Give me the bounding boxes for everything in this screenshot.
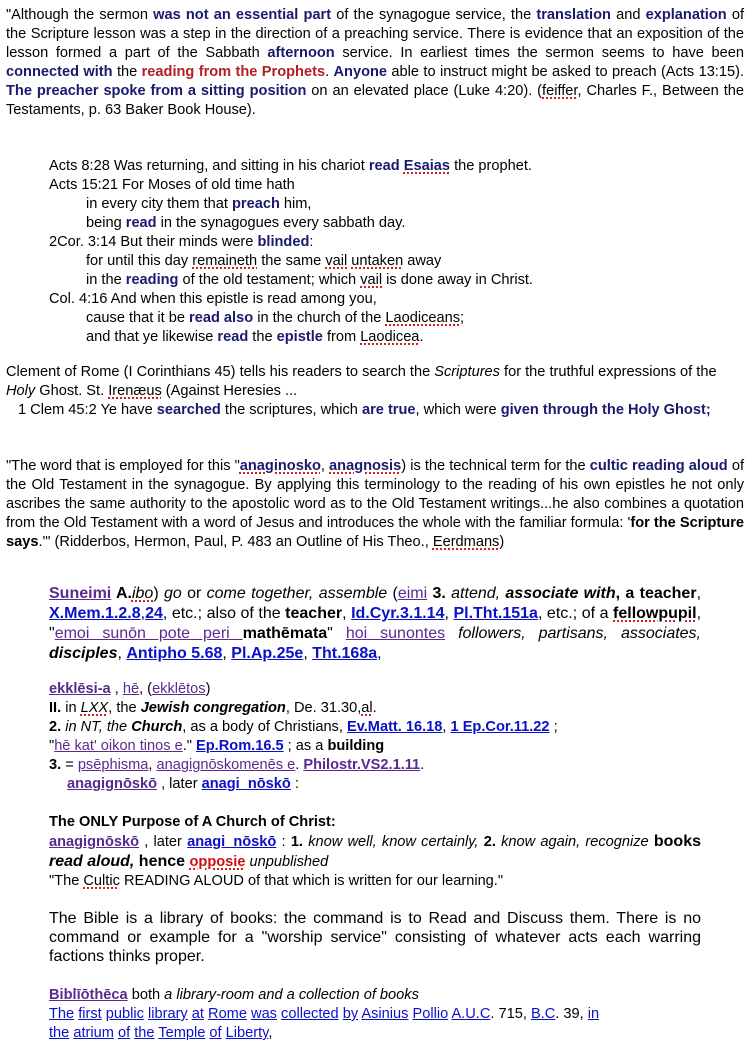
cultic-reading-line: "The Cultic READING ALOUD of that which is written for our learning."	[49, 873, 504, 889]
word-link[interactable]: Rome	[208, 1006, 247, 1022]
verse-line: in every city them that preach him,	[86, 196, 312, 212]
word-link[interactable]: was	[251, 1006, 277, 1022]
ref-link[interactable]: 1 Ep.Cor.11.22	[450, 719, 550, 735]
word-link[interactable]: Asinius	[361, 1006, 409, 1022]
anaginosko-link[interactable]: anagi_nōskō	[187, 834, 277, 850]
word-link[interactable]: at	[191, 1006, 204, 1022]
ref-link[interactable]: Philostr.VS2.1.11	[303, 757, 421, 773]
first-library-line: The first public library at Rome was collected by Asinius Pollio A.U.C. 715, B.C. 39, in	[49, 1006, 600, 1022]
word-link[interactable]: library	[148, 1006, 188, 1022]
atrium-line: the atrium of the Temple of Liberty,	[49, 1025, 273, 1041]
clement-paragraph: Clement of Rome (I Corinthians 45) tells his readers to search the Scriptures for the truthful expressions of the Holy Ghost. St. Irenæus (Against Heresies ... 1 Clem 45:2 Ye have searched the scriptures, which are true, which were given through the Holy Ghost;	[6, 364, 717, 418]
word-link[interactable]: Liberty	[225, 1025, 269, 1041]
word-link[interactable]: public	[105, 1006, 144, 1022]
purpose-definition: anagignōskō , later anagi_nōskō : 1. know well, know certainly, 2. know again, recognize books read aloud, hence opposie unpublished	[49, 833, 701, 870]
verse-line: in the reading of the old testament; which vail is done away in Christ.	[86, 272, 533, 288]
purpose-heading: The ONLY Purpose of A Church of Christ:	[49, 814, 336, 830]
verse-line: cause that it be read also in the church of the Laodiceans;	[86, 310, 465, 326]
ref-link[interactable]: Id.Cyr.3.1.14	[351, 605, 445, 622]
verse-line: and that ye likewise read the epistle from Laodicea.	[86, 329, 424, 345]
verse-col-4-16: Col. 4:16 And when this epistle is read among you,	[49, 291, 377, 307]
he-link[interactable]: hē	[122, 681, 140, 697]
word-link[interactable]: Temple	[158, 1025, 206, 1041]
ref-link[interactable]: X.Mem.1.2.8	[49, 605, 141, 622]
word-link[interactable]: collected	[281, 1006, 339, 1022]
word-link[interactable]: in	[587, 1006, 600, 1022]
ekklesia-sense-2-cont: "hē kat' oikon tinos e." Ep.Rom.16.5 ; as a building	[49, 738, 385, 754]
anaginosko-paragraph: "The word that is employed for this "anaginosko, anagnosis) is the technical term for the cultic reading aloud of the Old Testament in the synagogue. By applying this terminology to the reading of his own epistles he not only ascribes the same authority to the apostolic word as to the Old Testament writings...he also combines a quotation from the Old Testament with a word of Jesus and introduces the whole with the familiar formula: 'for the Scripture says.'" (Ridderbos, Hermon, Paul, P. 483 an Outline of His Theo., Eerdmans)	[6, 458, 744, 550]
word-link[interactable]: the	[49, 1025, 70, 1041]
word-link[interactable]: of	[117, 1025, 131, 1041]
ref-link[interactable]: Antipho 5.68	[126, 645, 223, 662]
sermon-quote-paragraph: "Although the sermon was not an essential part of the synagogue service, the translation and explanation of the Scripture lesson was a step in the direction of a preaching service. There is evidence that an exposition of the lesson formed a part of the Sabbath afternoon service. In earliest times the sermon seems to have been connected with the reading from the Prophets. Anyone able to instruct might be asked to preach (Acts 13:15). The preacher spoke from a sitting position on an elevated place (Luke 4:20). (feiffer, Charles F., Between the Testaments, p. 63 Baker Book House).	[6, 7, 745, 118]
word-link[interactable]: of	[209, 1025, 222, 1041]
ekkletos-link[interactable]: ekklētos	[152, 681, 206, 697]
church-purpose-section	[49, 813, 701, 891]
ekklesia-sense-2: 2. in NT, the Church, as a body of Christians, Ev.Matt. 16.18, 1 Ep.Cor.11.22 ;	[49, 719, 558, 735]
word-link[interactable]: first	[78, 1006, 102, 1022]
ref-link[interactable]: Pl.Ap.25e	[231, 645, 304, 662]
eimi-link[interactable]: eimi	[397, 585, 428, 602]
ekklesia-link[interactable]: ekklēsi-a	[49, 681, 111, 697]
ekklesia-sense-ii: II. in LXX, the Jewish congregation, De. 31.30,al.	[49, 700, 377, 716]
ref-link[interactable]: 24	[145, 605, 163, 622]
anaginosko-link[interactable]: anagi_nōskō	[201, 776, 291, 792]
verse-line: being read in the synagogues every sabbath day.	[86, 215, 406, 231]
anagignosko-line: anagignōskō , later anagi_nōskō :	[67, 776, 299, 792]
ref-link[interactable]: Pl.Tht.151a	[453, 605, 538, 622]
suneimi-link[interactable]: Suneimi	[49, 585, 112, 602]
ekklesia-sense-3: 3. = psēphisma, anagignōskomenēs e. Philostr.VS2.1.11.	[49, 757, 425, 773]
bibliotheca-headword: Biblīōthēca both a library-room and a collection of books	[49, 987, 419, 1003]
word-link[interactable]: the	[134, 1025, 155, 1041]
ekklesia-lexicon-entry	[49, 680, 749, 794]
verse-acts-15-21: Acts 15:21 For Moses of old time hath	[49, 177, 295, 193]
word-link[interactable]: Pollio	[412, 1006, 449, 1022]
anagignosko-link[interactable]: anagignōskō	[67, 776, 158, 792]
greek-phrase-link[interactable]: hoi sunontes	[345, 625, 446, 642]
psephisma-link[interactable]: psēphisma	[77, 757, 149, 773]
word-link[interactable]: atrium	[73, 1025, 114, 1041]
anagignosko-link[interactable]: anagignōskō	[49, 834, 140, 850]
verse-2cor-3-14: 2Cor. 3:14 But their minds were blinded:	[49, 234, 314, 250]
bibliotheca-link[interactable]: Biblīōthēca	[49, 987, 128, 1003]
word-link[interactable]: by	[342, 1006, 359, 1022]
scripture-verses	[49, 157, 739, 347]
suneimi-lexicon-entry: Suneimi A.ibo) go or come together, assemble (eimi 3. attend, associate with, a teacher, X.Mem.1.2.8,24, etc.; also of the teacher, Id.Cyr.3.1.14, Pl.Tht.151a, etc.; of a fellowpupil, "emoi sunōn pote peri mathēmata" hoi sunontes followers, partisans, associates, disciples, Antipho 5.68, Pl.Ap.25e, Tht.168a,	[49, 585, 702, 662]
greek-phrase-link[interactable]: hē kat' oikon tinos e	[54, 738, 183, 754]
verse-line: for until this day remaineth the same vail untaken away	[86, 253, 442, 269]
verse-acts-8-28: Acts 8:28 Was returning, and sitting in his chariot read Esaias the prophet.	[49, 158, 532, 174]
word-link[interactable]: The	[49, 1006, 75, 1022]
ref-link[interactable]: Tht.168a	[312, 645, 378, 662]
bibliotheca-entry	[49, 986, 749, 1043]
word-link[interactable]: A.U.C	[451, 1006, 491, 1022]
greek-phrase-link[interactable]: anagignōskomenēs e	[156, 757, 296, 773]
ekklesia-headword: ekklēsi-a , hē, (ekklētos)	[49, 681, 211, 697]
greek-phrase-link[interactable]: emoi sunōn pote peri	[54, 625, 243, 642]
bible-library-paragraph: The Bible is a library of books: the command is to Read and Discuss them. There is no command or example for a "worship service" consisting of whatever acts each warring factions thinks proper.	[49, 910, 701, 965]
ref-link[interactable]: Ev.Matt. 16.18	[346, 719, 443, 735]
word-link[interactable]: B.C	[530, 1006, 556, 1022]
ref-link[interactable]: Ep.Rom.16.5	[196, 738, 284, 754]
